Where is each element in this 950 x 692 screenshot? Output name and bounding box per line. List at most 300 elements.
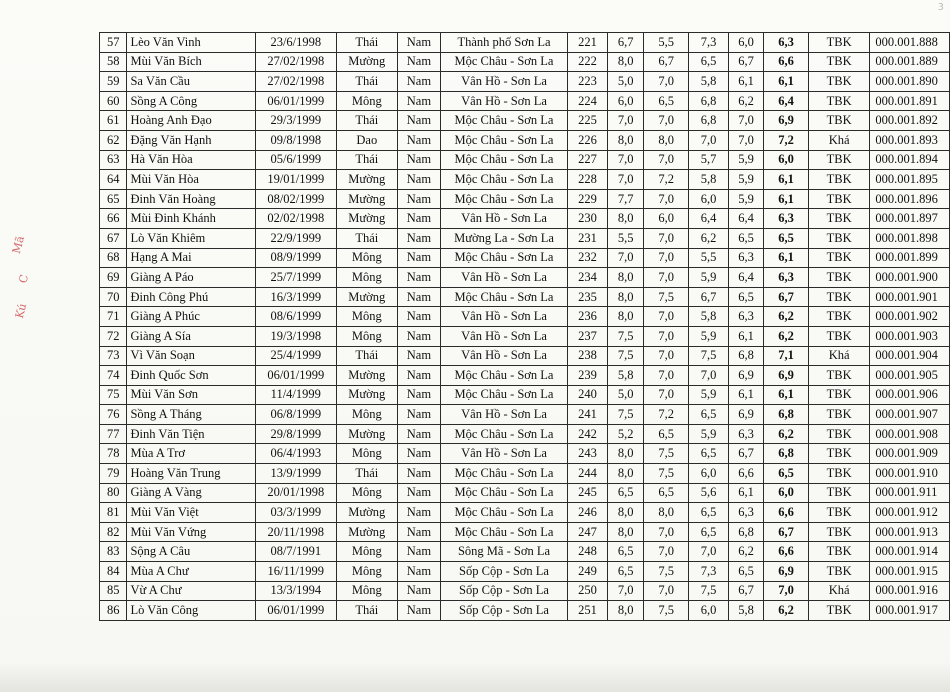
cell-gender: Nam: [397, 209, 440, 229]
table-row: [100, 91, 950, 111]
cell-student-number: 227: [567, 150, 607, 170]
cell-average-score: 6,2: [764, 326, 809, 346]
cell-full-name: Hoàng Văn Trung: [127, 464, 255, 484]
cell-birth-date: 08/02/1999: [255, 189, 336, 209]
cell-score-4: 6,7: [729, 52, 764, 72]
cell-average-score: 6,2: [764, 601, 809, 621]
cell-gender: Nam: [397, 464, 440, 484]
cell-stt: 84: [100, 562, 127, 582]
table-row: [100, 72, 950, 92]
cell-ethnicity: Mường: [336, 424, 397, 444]
cell-gender: Nam: [397, 150, 440, 170]
cell-score-4: 6,9: [729, 366, 764, 386]
cell-ethnicity: Thái: [336, 601, 397, 621]
cell-hometown: Mộc Châu - Sơn La: [441, 503, 568, 523]
cell-birth-date: 06/01/1999: [255, 366, 336, 386]
cell-average-score: 6,0: [764, 483, 809, 503]
cell-student-number: 222: [567, 52, 607, 72]
cell-stt: 68: [100, 248, 127, 268]
cell-score-3: 6,5: [689, 52, 729, 72]
cell-score-1: 7,0: [608, 581, 644, 601]
cell-stt: 75: [100, 385, 127, 405]
cell-ethnicity: Mông: [336, 268, 397, 288]
cell-average-score: 6,5: [764, 464, 809, 484]
cell-gender: Nam: [397, 424, 440, 444]
cell-score-4: 6,7: [729, 581, 764, 601]
cell-score-3: 6,4: [689, 209, 729, 229]
cell-classification: TBK: [808, 170, 869, 190]
cell-birth-date: 19/01/1999: [255, 170, 336, 190]
cell-classification: TBK: [808, 287, 869, 307]
cell-classification: TBK: [808, 424, 869, 444]
cell-birth-date: 06/01/1999: [255, 601, 336, 621]
table-row: [100, 483, 950, 503]
cell-stt: 67: [100, 228, 127, 248]
cell-ethnicity: Thái: [336, 228, 397, 248]
cell-full-name: Vì Văn Soạn: [127, 346, 255, 366]
cell-hometown: Mộc Châu - Sơn La: [441, 248, 568, 268]
cell-hometown: Mộc Châu - Sơn La: [441, 189, 568, 209]
cell-score-2: 7,0: [644, 581, 689, 601]
cell-birth-date: 16/11/1999: [255, 562, 336, 582]
cell-ethnicity: Mông: [336, 91, 397, 111]
cell-classification: Khá: [808, 130, 869, 150]
cell-student-number: 245: [567, 483, 607, 503]
cell-ethnicity: Mông: [336, 483, 397, 503]
cell-gender: Nam: [397, 287, 440, 307]
cell-full-name: Giàng A Páo: [127, 268, 255, 288]
cell-average-score: 6,2: [764, 307, 809, 327]
cell-average-score: 6,7: [764, 522, 809, 542]
cell-hometown: Vân Hồ - Sơn La: [441, 91, 568, 111]
cell-birth-date: 13/9/1999: [255, 464, 336, 484]
cell-classification: TBK: [808, 326, 869, 346]
cell-hometown: Vân Hồ - Sơn La: [441, 72, 568, 92]
cell-full-name: Sộng A Câu: [127, 542, 255, 562]
cell-classification: TBK: [808, 209, 869, 229]
cell-full-name: Mùa A Trơ: [127, 444, 255, 464]
table-row: [100, 228, 950, 248]
cell-gender: Nam: [397, 268, 440, 288]
cell-hometown: Sốp Cộp - Sơn La: [441, 581, 568, 601]
cell-full-name: Hạng A Mai: [127, 248, 255, 268]
cell-birth-date: 06/4/1993: [255, 444, 336, 464]
cell-score-2: 7,2: [644, 405, 689, 425]
cell-score-1: 7,5: [608, 405, 644, 425]
cell-gender: Nam: [397, 562, 440, 582]
cell-score-4: 5,9: [729, 150, 764, 170]
cell-score-3: 7,0: [689, 130, 729, 150]
cell-score-2: 7,5: [644, 601, 689, 621]
cell-certificate-number: 000.001.892: [870, 111, 950, 131]
cell-stt: 62: [100, 130, 127, 150]
cell-classification: TBK: [808, 91, 869, 111]
table-row: [100, 581, 950, 601]
cell-gender: Nam: [397, 130, 440, 150]
cell-certificate-number: 000.001.900: [870, 268, 950, 288]
cell-full-name: Lèo Văn Vinh: [127, 33, 255, 53]
table-row: [100, 542, 950, 562]
cell-gender: Nam: [397, 72, 440, 92]
cell-score-4: 5,9: [729, 170, 764, 190]
cell-birth-date: 25/4/1999: [255, 346, 336, 366]
cell-score-4: 6,6: [729, 464, 764, 484]
cell-certificate-number: 000.001.908: [870, 424, 950, 444]
cell-hometown: Mộc Châu - Sơn La: [441, 130, 568, 150]
cell-score-1: 5,5: [608, 228, 644, 248]
cell-score-4: 6,0: [729, 33, 764, 53]
margin-mark: Mã: [9, 234, 28, 256]
cell-student-number: 230: [567, 209, 607, 229]
cell-stt: 71: [100, 307, 127, 327]
cell-gender: Nam: [397, 189, 440, 209]
cell-hometown: Vân Hồ - Sơn La: [441, 346, 568, 366]
cell-student-number: 238: [567, 346, 607, 366]
cell-score-1: 8,0: [608, 287, 644, 307]
cell-classification: TBK: [808, 562, 869, 582]
cell-score-3: 7,3: [689, 33, 729, 53]
cell-certificate-number: 000.001.909: [870, 444, 950, 464]
cell-score-2: 7,0: [644, 522, 689, 542]
cell-classification: TBK: [808, 111, 869, 131]
cell-student-number: 224: [567, 91, 607, 111]
cell-birth-date: 06/8/1999: [255, 405, 336, 425]
cell-score-4: 6,3: [729, 424, 764, 444]
table-row: [100, 522, 950, 542]
cell-average-score: 7,0: [764, 581, 809, 601]
cell-full-name: Mùa A Chư: [127, 562, 255, 582]
cell-certificate-number: 000.001.890: [870, 72, 950, 92]
cell-score-1: 5,8: [608, 366, 644, 386]
cell-classification: TBK: [808, 405, 869, 425]
cell-score-3: 6,8: [689, 111, 729, 131]
cell-classification: TBK: [808, 444, 869, 464]
cell-classification: TBK: [808, 189, 869, 209]
cell-score-4: 6,8: [729, 522, 764, 542]
cell-full-name: Lò Văn Công: [127, 601, 255, 621]
cell-average-score: 6,1: [764, 72, 809, 92]
cell-score-3: 7,5: [689, 581, 729, 601]
cell-gender: Nam: [397, 326, 440, 346]
cell-full-name: Đinh Văn Tiện: [127, 424, 255, 444]
cell-score-1: 7,5: [608, 346, 644, 366]
cell-score-2: 7,0: [644, 346, 689, 366]
table-body: [100, 33, 950, 621]
table-row: [100, 366, 950, 386]
cell-score-1: 5,0: [608, 385, 644, 405]
cell-score-4: 6,5: [729, 287, 764, 307]
cell-gender: Nam: [397, 366, 440, 386]
cell-score-4: 6,3: [729, 307, 764, 327]
cell-hometown: Vân Hồ - Sơn La: [441, 209, 568, 229]
cell-certificate-number: 000.001.895: [870, 170, 950, 190]
cell-score-1: 6,5: [608, 562, 644, 582]
cell-average-score: 6,8: [764, 405, 809, 425]
cell-score-2: 7,2: [644, 170, 689, 190]
cell-score-2: 7,0: [644, 385, 689, 405]
cell-gender: Nam: [397, 170, 440, 190]
cell-student-number: 228: [567, 170, 607, 190]
cell-score-2: 6,0: [644, 209, 689, 229]
cell-stt: 63: [100, 150, 127, 170]
cell-classification: TBK: [808, 483, 869, 503]
corner-mark: 3: [937, 2, 944, 13]
cell-birth-date: 20/01/1998: [255, 483, 336, 503]
cell-score-1: 7,0: [608, 150, 644, 170]
cell-gender: Nam: [397, 346, 440, 366]
cell-certificate-number: 000.001.907: [870, 405, 950, 425]
cell-gender: Nam: [397, 503, 440, 523]
cell-birth-date: 19/3/1998: [255, 326, 336, 346]
table-row: [100, 503, 950, 523]
cell-score-3: 7,0: [689, 366, 729, 386]
cell-hometown: Vân Hồ - Sơn La: [441, 405, 568, 425]
cell-average-score: 7,1: [764, 346, 809, 366]
cell-score-1: 7,0: [608, 111, 644, 131]
table-row: [100, 189, 950, 209]
cell-score-2: 7,5: [644, 287, 689, 307]
cell-stt: 64: [100, 170, 127, 190]
cell-gender: Nam: [397, 542, 440, 562]
cell-score-3: 5,9: [689, 326, 729, 346]
cell-stt: 58: [100, 52, 127, 72]
table-row: [100, 52, 950, 72]
cell-stt: 61: [100, 111, 127, 131]
cell-certificate-number: 000.001.904: [870, 346, 950, 366]
table-row: [100, 150, 950, 170]
margin-mark: Kú: [12, 301, 30, 320]
cell-classification: Khá: [808, 346, 869, 366]
cell-score-4: 6,4: [729, 268, 764, 288]
cell-student-number: 231: [567, 228, 607, 248]
table-row: [100, 248, 950, 268]
cell-stt: 69: [100, 268, 127, 288]
cell-certificate-number: 000.001.889: [870, 52, 950, 72]
cell-ethnicity: Dao: [336, 130, 397, 150]
cell-ethnicity: Thái: [336, 72, 397, 92]
cell-full-name: Giàng A Vàng: [127, 483, 255, 503]
table-row: [100, 287, 950, 307]
cell-score-1: 5,2: [608, 424, 644, 444]
cell-average-score: 6,4: [764, 91, 809, 111]
cell-average-score: 6,3: [764, 33, 809, 53]
cell-average-score: 6,7: [764, 287, 809, 307]
cell-score-1: 6,0: [608, 91, 644, 111]
cell-score-4: 6,1: [729, 326, 764, 346]
cell-score-2: 7,0: [644, 228, 689, 248]
cell-score-1: 8,0: [608, 130, 644, 150]
cell-gender: Nam: [397, 307, 440, 327]
cell-classification: TBK: [808, 72, 869, 92]
cell-student-number: 239: [567, 366, 607, 386]
cell-score-1: 7,0: [608, 248, 644, 268]
cell-gender: Nam: [397, 111, 440, 131]
student-grade-table: [99, 32, 950, 621]
cell-ethnicity: Thái: [336, 111, 397, 131]
cell-full-name: Vừ A Chư: [127, 581, 255, 601]
cell-birth-date: 29/8/1999: [255, 424, 336, 444]
cell-certificate-number: 000.001.906: [870, 385, 950, 405]
cell-score-2: 7,0: [644, 307, 689, 327]
cell-ethnicity: Mường: [336, 287, 397, 307]
cell-student-number: 247: [567, 522, 607, 542]
cell-certificate-number: 000.001.897: [870, 209, 950, 229]
cell-score-2: 7,5: [644, 562, 689, 582]
cell-ethnicity: Mông: [336, 248, 397, 268]
cell-student-number: 226: [567, 130, 607, 150]
cell-student-number: 229: [567, 189, 607, 209]
cell-full-name: Mùi Văn Hòa: [127, 170, 255, 190]
cell-certificate-number: 000.001.898: [870, 228, 950, 248]
cell-classification: TBK: [808, 601, 869, 621]
cell-hometown: Mộc Châu - Sơn La: [441, 111, 568, 131]
cell-average-score: 6,0: [764, 150, 809, 170]
cell-score-4: 6,9: [729, 405, 764, 425]
cell-stt: 59: [100, 72, 127, 92]
cell-stt: 72: [100, 326, 127, 346]
cell-full-name: Lò Văn Khiêm: [127, 228, 255, 248]
cell-score-3: 6,7: [689, 287, 729, 307]
cell-average-score: 6,3: [764, 209, 809, 229]
cell-score-1: 8,0: [608, 268, 644, 288]
cell-full-name: Sồng A Tháng: [127, 405, 255, 425]
cell-hometown: Vân Hồ - Sơn La: [441, 444, 568, 464]
table-row: [100, 444, 950, 464]
cell-stt: 70: [100, 287, 127, 307]
cell-score-2: 8,0: [644, 503, 689, 523]
cell-score-2: 6,5: [644, 483, 689, 503]
cell-stt: 79: [100, 464, 127, 484]
cell-ethnicity: Thái: [336, 33, 397, 53]
cell-ethnicity: Mông: [336, 307, 397, 327]
cell-hometown: Vân Hồ - Sơn La: [441, 307, 568, 327]
cell-birth-date: 03/3/1999: [255, 503, 336, 523]
cell-full-name: Mùi Đinh Khánh: [127, 209, 255, 229]
cell-score-3: 7,3: [689, 562, 729, 582]
cell-score-3: 6,0: [689, 601, 729, 621]
cell-score-2: 7,0: [644, 248, 689, 268]
cell-score-4: 6,3: [729, 503, 764, 523]
cell-score-3: 5,8: [689, 307, 729, 327]
cell-classification: TBK: [808, 307, 869, 327]
cell-classification: TBK: [808, 542, 869, 562]
cell-ethnicity: Mường: [336, 52, 397, 72]
cell-ethnicity: Mường: [336, 385, 397, 405]
cell-ethnicity: Mường: [336, 366, 397, 386]
cell-score-2: 8,0: [644, 130, 689, 150]
cell-stt: 85: [100, 581, 127, 601]
cell-score-3: 5,5: [689, 248, 729, 268]
cell-full-name: Sồng A Công: [127, 91, 255, 111]
cell-average-score: 6,9: [764, 366, 809, 386]
cell-hometown: Mộc Châu - Sơn La: [441, 366, 568, 386]
cell-score-3: 6,5: [689, 405, 729, 425]
cell-score-1: 7,7: [608, 189, 644, 209]
cell-gender: Nam: [397, 52, 440, 72]
table-row: [100, 385, 950, 405]
scan-edge-shadow: [0, 662, 950, 692]
cell-score-4: 6,5: [729, 562, 764, 582]
cell-score-4: 6,3: [729, 248, 764, 268]
cell-student-number: 236: [567, 307, 607, 327]
cell-certificate-number: 000.001.899: [870, 248, 950, 268]
cell-hometown: Mộc Châu - Sơn La: [441, 385, 568, 405]
cell-gender: Nam: [397, 522, 440, 542]
cell-score-3: 6,2: [689, 228, 729, 248]
cell-stt: 73: [100, 346, 127, 366]
cell-classification: TBK: [808, 503, 869, 523]
cell-average-score: 6,6: [764, 542, 809, 562]
cell-birth-date: 08/7/1991: [255, 542, 336, 562]
cell-full-name: Mùi Văn Vứng: [127, 522, 255, 542]
cell-score-1: 8,0: [608, 522, 644, 542]
cell-hometown: Vân Hồ - Sơn La: [441, 326, 568, 346]
cell-average-score: 6,1: [764, 170, 809, 190]
cell-student-number: 242: [567, 424, 607, 444]
cell-ethnicity: Mông: [336, 326, 397, 346]
table-row: [100, 209, 950, 229]
table-row: [100, 111, 950, 131]
cell-score-2: 5,5: [644, 33, 689, 53]
cell-birth-date: 22/9/1999: [255, 228, 336, 248]
cell-student-number: 244: [567, 464, 607, 484]
cell-ethnicity: Mông: [336, 542, 397, 562]
cell-score-1: 6,7: [608, 33, 644, 53]
table-row: [100, 562, 950, 582]
cell-score-3: 6,5: [689, 444, 729, 464]
cell-score-4: 6,4: [729, 209, 764, 229]
cell-score-1: 8,0: [608, 209, 644, 229]
cell-score-1: 6,5: [608, 542, 644, 562]
cell-classification: Khá: [808, 581, 869, 601]
cell-hometown: Mộc Châu - Sơn La: [441, 52, 568, 72]
table-row: [100, 601, 950, 621]
cell-gender: Nam: [397, 405, 440, 425]
cell-certificate-number: 000.001.913: [870, 522, 950, 542]
cell-average-score: 6,2: [764, 424, 809, 444]
cell-score-1: 7,0: [608, 170, 644, 190]
cell-stt: 60: [100, 91, 127, 111]
cell-classification: TBK: [808, 464, 869, 484]
cell-ethnicity: Mường: [336, 503, 397, 523]
cell-certificate-number: 000.001.912: [870, 503, 950, 523]
table-row: [100, 307, 950, 327]
cell-certificate-number: 000.001.894: [870, 150, 950, 170]
cell-ethnicity: Thái: [336, 346, 397, 366]
cell-classification: TBK: [808, 150, 869, 170]
cell-score-3: 6,5: [689, 503, 729, 523]
cell-student-number: 237: [567, 326, 607, 346]
cell-hometown: Sông Mã - Sơn La: [441, 542, 568, 562]
cell-full-name: Đinh Công Phú: [127, 287, 255, 307]
cell-score-2: 7,0: [644, 72, 689, 92]
cell-birth-date: 05/6/1999: [255, 150, 336, 170]
cell-ethnicity: Mường: [336, 189, 397, 209]
table-row: [100, 405, 950, 425]
cell-score-4: 6,5: [729, 228, 764, 248]
cell-stt: 66: [100, 209, 127, 229]
table-row: [100, 346, 950, 366]
cell-hometown: Sốp Cộp - Sơn La: [441, 562, 568, 582]
table-row: [100, 33, 950, 53]
cell-score-3: 6,0: [689, 189, 729, 209]
cell-score-2: 7,0: [644, 150, 689, 170]
cell-score-1: 5,0: [608, 72, 644, 92]
cell-student-number: 232: [567, 248, 607, 268]
cell-student-number: 241: [567, 405, 607, 425]
cell-score-2: 7,5: [644, 444, 689, 464]
cell-student-number: 251: [567, 601, 607, 621]
